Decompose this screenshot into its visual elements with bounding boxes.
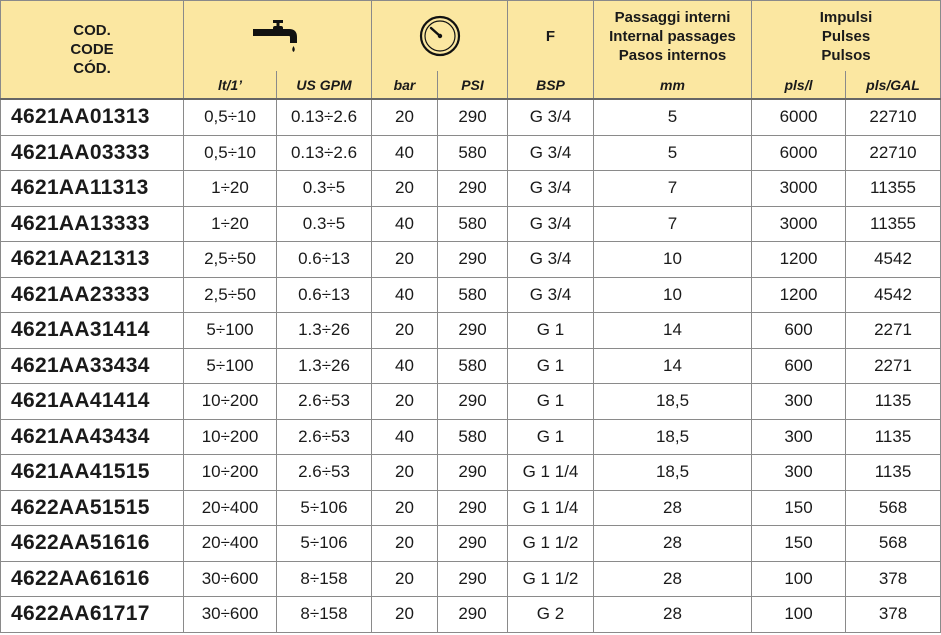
pressure-psi-cell: 290 (438, 242, 508, 278)
pulses-per-gallon-cell: 568 (846, 526, 941, 562)
product-code-cell: 4621AA41414 (1, 384, 184, 420)
pressure-bar-cell: 20 (372, 597, 438, 633)
pulses-per-liter-cell: 3000 (752, 206, 846, 242)
pressure-psi-cell: 290 (438, 384, 508, 420)
pulses-per-liter-cell: 6000 (752, 135, 846, 171)
pressure-psi-cell: 580 (438, 277, 508, 313)
unit-bar: bar (372, 71, 438, 99)
table-header (1, 1, 941, 100)
pulses-per-liter-cell: 1200 (752, 277, 846, 313)
flow-us-gpm-cell: 0.13÷2.6 (277, 135, 372, 171)
code-header (1, 1, 184, 100)
internal-passage-mm-cell: 7 (594, 171, 752, 207)
thread-bsp-cell: G 1 1/4 (508, 490, 594, 526)
table-row (1, 419, 941, 455)
internal-passage-mm-cell: 5 (594, 99, 752, 135)
pressure-psi-cell: 290 (438, 99, 508, 135)
flow-lt-min-cell: 0,5÷10 (184, 99, 277, 135)
pressure-psi-cell: 580 (438, 348, 508, 384)
passages-label-en: Internal passages (609, 27, 736, 45)
table-row (1, 135, 941, 171)
product-code-cell: 4622AA61717 (1, 597, 184, 633)
table-row (1, 242, 941, 278)
pulses-per-liter-cell: 150 (752, 490, 846, 526)
pulses-per-liter-cell: 150 (752, 526, 846, 562)
unit-pls-l: pls/l (752, 71, 846, 99)
internal-passage-mm-cell: 18,5 (594, 384, 752, 420)
unit-pls-gal: pls/GAL (846, 71, 941, 99)
flow-us-gpm-cell: 5÷106 (277, 526, 372, 562)
flow-lt-min-cell: 5÷100 (184, 313, 277, 349)
internal-passage-mm-cell: 14 (594, 348, 752, 384)
thread-bsp-cell: G 1 (508, 419, 594, 455)
pulses-per-gallon-cell: 378 (846, 561, 941, 597)
table-row (1, 171, 941, 207)
flow-lt-min-cell: 0,5÷10 (184, 135, 277, 171)
pulses-per-gallon-cell: 11355 (846, 206, 941, 242)
pulses-per-liter-cell: 100 (752, 597, 846, 633)
passages-label-es: Pasos internos (618, 46, 727, 64)
unit-mm: mm (594, 71, 752, 99)
internal-passage-mm-cell: 14 (594, 313, 752, 349)
table-row (1, 597, 941, 633)
pressure-psi-cell: 290 (438, 455, 508, 491)
pulses-label-it: Impulsi (819, 8, 873, 26)
product-code-cell: 4622AA61616 (1, 561, 184, 597)
table-row (1, 348, 941, 384)
flow-us-gpm-cell: 0.6÷13 (277, 277, 372, 313)
code-label-it: COD. (73, 22, 111, 39)
flow-us-gpm-cell: 0.3÷5 (277, 171, 372, 207)
flow-lt-min-cell: 1÷20 (184, 171, 277, 207)
pulses-per-gallon-cell: 1135 (846, 419, 941, 455)
product-code-cell: 4622AA51616 (1, 526, 184, 562)
pressure-bar-cell: 20 (372, 526, 438, 562)
pulses-per-liter-cell: 600 (752, 348, 846, 384)
thread-bsp-cell: G 3/4 (508, 242, 594, 278)
flow-lt-min-cell: 2,5÷50 (184, 277, 277, 313)
flow-us-gpm-cell: 8÷158 (277, 597, 372, 633)
flow-lt-min-cell: 20÷400 (184, 490, 277, 526)
pulses-per-liter-cell: 600 (752, 313, 846, 349)
pressure-psi-cell: 580 (438, 419, 508, 455)
pulses-per-gallon-cell: 2271 (846, 313, 941, 349)
thread-bsp-cell: G 3/4 (508, 135, 594, 171)
flow-us-gpm-cell: 1.3÷26 (277, 313, 372, 349)
pulses-header (752, 1, 941, 72)
flow-lt-min-cell: 1÷20 (184, 206, 277, 242)
product-code-cell: 4621AA01313 (1, 99, 184, 135)
product-code-cell: 4621AA11313 (1, 171, 184, 207)
pressure-psi-cell: 290 (438, 313, 508, 349)
flow-lt-min-cell: 30÷600 (184, 597, 277, 633)
flow-us-gpm-cell: 8÷158 (277, 561, 372, 597)
flow-lt-min-cell: 2,5÷50 (184, 242, 277, 278)
pressure-bar-cell: 20 (372, 561, 438, 597)
thread-bsp-cell: G 3/4 (508, 171, 594, 207)
unit-lt-min: lt/1’ (184, 71, 277, 99)
thread-bsp-cell: G 3/4 (508, 99, 594, 135)
flow-us-gpm-cell: 2.6÷53 (277, 455, 372, 491)
code-label-es: CÓD. (73, 60, 111, 77)
pressure-bar-cell: 20 (372, 242, 438, 278)
pulses-per-liter-cell: 300 (752, 384, 846, 420)
flow-header (184, 1, 372, 72)
pressure-psi-cell: 290 (438, 597, 508, 633)
internal-passage-mm-cell: 18,5 (594, 455, 752, 491)
water-tap-icon (251, 17, 305, 55)
pressure-psi-cell: 290 (438, 561, 508, 597)
thread-bsp-cell: G 1 (508, 348, 594, 384)
product-code-cell: 4621AA33434 (1, 348, 184, 384)
flow-lt-min-cell: 5÷100 (184, 348, 277, 384)
product-code-cell: 4621AA21313 (1, 242, 184, 278)
product-code-cell: 4621AA43434 (1, 419, 184, 455)
internal-passage-mm-cell: 5 (594, 135, 752, 171)
product-code-cell: 4622AA51515 (1, 490, 184, 526)
thread-bsp-cell: G 1 (508, 384, 594, 420)
pressure-psi-cell: 290 (438, 490, 508, 526)
table-row (1, 206, 941, 242)
pulses-per-gallon-cell: 4542 (846, 242, 941, 278)
table-row (1, 526, 941, 562)
pulses-per-liter-cell: 300 (752, 419, 846, 455)
table-row (1, 561, 941, 597)
pressure-bar-cell: 20 (372, 384, 438, 420)
pulses-per-liter-cell: 100 (752, 561, 846, 597)
pressure-bar-cell: 40 (372, 419, 438, 455)
pulses-per-liter-cell: 3000 (752, 171, 846, 207)
pressure-psi-cell: 580 (438, 135, 508, 171)
pulses-per-gallon-cell: 1135 (846, 384, 941, 420)
pulses-per-gallon-cell: 1135 (846, 455, 941, 491)
internal-passage-mm-cell: 28 (594, 597, 752, 633)
table-row (1, 455, 941, 491)
table-row (1, 384, 941, 420)
product-code-cell: 4621AA13333 (1, 206, 184, 242)
internal-passage-mm-cell: 28 (594, 561, 752, 597)
code-label-en: CODE (70, 41, 114, 58)
flow-lt-min-cell: 30÷600 (184, 561, 277, 597)
table-row (1, 99, 941, 135)
flow-us-gpm-cell: 2.6÷53 (277, 419, 372, 455)
pulses-per-liter-cell: 300 (752, 455, 846, 491)
product-code-cell: 4621AA23333 (1, 277, 184, 313)
pulses-per-gallon-cell: 2271 (846, 348, 941, 384)
flow-lt-min-cell: 10÷200 (184, 384, 277, 420)
flow-lt-min-cell: 20÷400 (184, 526, 277, 562)
flow-lt-min-cell: 10÷200 (184, 419, 277, 455)
thread-bsp-cell: G 3/4 (508, 206, 594, 242)
pressure-bar-cell: 40 (372, 135, 438, 171)
thread-bsp-cell: G 3/4 (508, 277, 594, 313)
pulses-per-gallon-cell: 568 (846, 490, 941, 526)
unit-psi: PSI (438, 71, 508, 99)
pressure-bar-cell: 20 (372, 313, 438, 349)
thread-bsp-cell: G 1 1/4 (508, 455, 594, 491)
internal-passage-mm-cell: 28 (594, 526, 752, 562)
pulses-per-gallon-cell: 22710 (846, 99, 941, 135)
pressure-header (372, 1, 508, 72)
pressure-psi-cell: 290 (438, 526, 508, 562)
pressure-bar-cell: 20 (372, 490, 438, 526)
pressure-bar-cell: 20 (372, 99, 438, 135)
pulses-per-gallon-cell: 11355 (846, 171, 941, 207)
pressure-bar-cell: 20 (372, 455, 438, 491)
passages-header (594, 1, 752, 72)
thread-bsp-cell: G 2 (508, 597, 594, 633)
internal-passage-mm-cell: 7 (594, 206, 752, 242)
passages-label-it: Passaggi interni (614, 8, 731, 26)
pulses-label-en: Pulses (821, 27, 871, 45)
pulses-per-gallon-cell: 22710 (846, 135, 941, 171)
table-row (1, 313, 941, 349)
product-code-cell: 4621AA41515 (1, 455, 184, 491)
table-body (1, 99, 941, 632)
thread-header: F (508, 1, 594, 72)
unit-bsp: BSP (508, 71, 594, 99)
flow-us-gpm-cell: 2.6÷53 (277, 384, 372, 420)
internal-passage-mm-cell: 10 (594, 277, 752, 313)
thread-bsp-cell: G 1 1/2 (508, 526, 594, 562)
flow-us-gpm-cell: 5÷106 (277, 490, 372, 526)
pulses-per-gallon-cell: 4542 (846, 277, 941, 313)
table-row (1, 490, 941, 526)
unit-us-gpm: US GPM (277, 71, 372, 99)
pulses-per-liter-cell: 6000 (752, 99, 846, 135)
internal-passage-mm-cell: 28 (594, 490, 752, 526)
pressure-bar-cell: 20 (372, 171, 438, 207)
pressure-bar-cell: 40 (372, 348, 438, 384)
pressure-bar-cell: 40 (372, 206, 438, 242)
internal-passage-mm-cell: 10 (594, 242, 752, 278)
pressure-gauge-icon (418, 14, 462, 58)
product-code-cell: 4621AA03333 (1, 135, 184, 171)
pulses-per-gallon-cell: 378 (846, 597, 941, 633)
product-code-cell: 4621AA31414 (1, 313, 184, 349)
pulses-per-liter-cell: 1200 (752, 242, 846, 278)
flow-us-gpm-cell: 0.13÷2.6 (277, 99, 372, 135)
flow-us-gpm-cell: 0.6÷13 (277, 242, 372, 278)
pressure-psi-cell: 290 (438, 171, 508, 207)
flow-lt-min-cell: 10÷200 (184, 455, 277, 491)
thread-bsp-cell: G 1 1/2 (508, 561, 594, 597)
pressure-bar-cell: 40 (372, 277, 438, 313)
flow-us-gpm-cell: 1.3÷26 (277, 348, 372, 384)
internal-passage-mm-cell: 18,5 (594, 419, 752, 455)
table-row (1, 277, 941, 313)
pressure-psi-cell: 580 (438, 206, 508, 242)
flow-us-gpm-cell: 0.3÷5 (277, 206, 372, 242)
thread-bsp-cell: G 1 (508, 313, 594, 349)
pulses-label-es: Pulsos (821, 46, 871, 64)
